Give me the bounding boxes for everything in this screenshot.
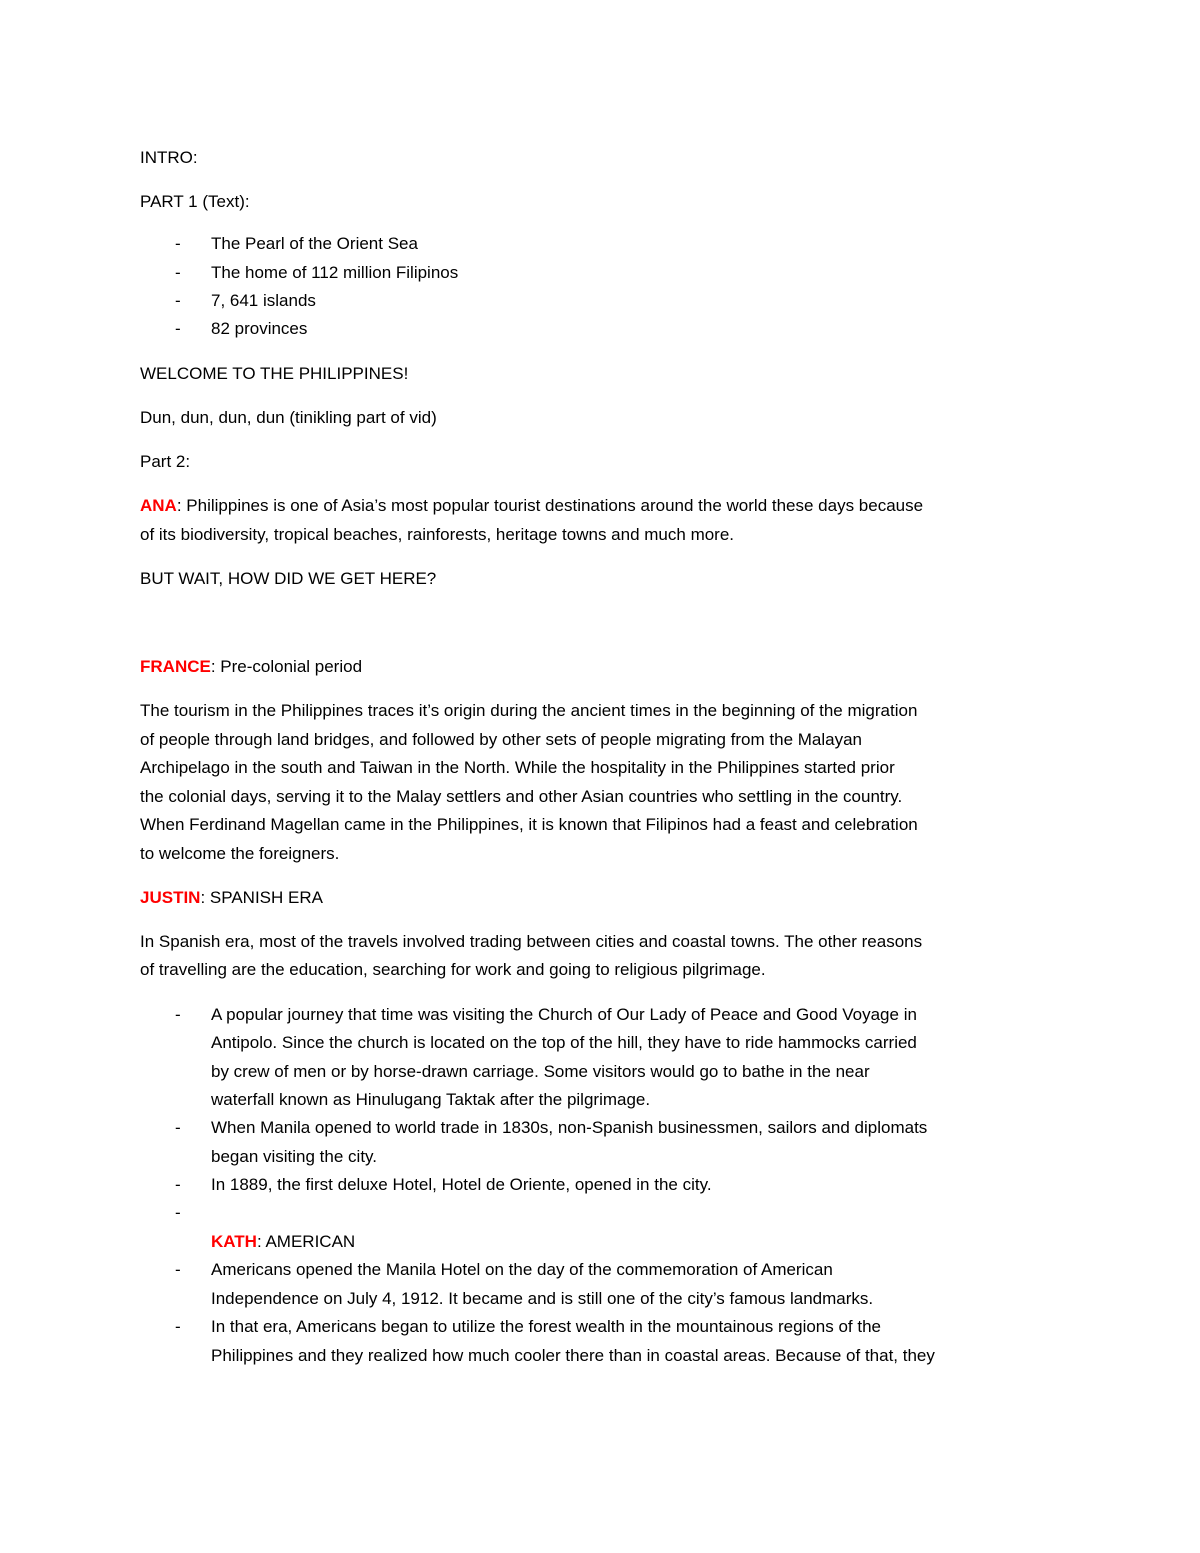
kath-bullet-line: Philippines and they realized how much cooler there than in coastal areas. Because of that, they: [211, 1346, 935, 1365]
bullet-dash: -: [175, 234, 181, 253]
france-paragraph-line: Archipelago in the south and Taiwan in the North. While the hospitality in the Philippines started prior: [140, 758, 895, 777]
bullet-dash: -: [175, 1005, 181, 1024]
kath-bullet-line: Americans opened the Manila Hotel on the day of the commemoration of American: [211, 1260, 833, 1279]
bullet-dash: -: [175, 1317, 181, 1336]
justin-bullet-line: Antipolo. Since the church is located on the top of the hill, they have to ride hammocks carried: [211, 1033, 917, 1052]
bullet-dash: -: [175, 263, 181, 282]
section-topic: : SPANISH ERA: [200, 888, 323, 907]
justin-bullet-line: A popular journey that time was visiting the Church of Our Lady of Peace and Good Voyage in: [211, 1005, 917, 1024]
france-paragraph-line: the colonial days, serving it to the Malay settlers and other Asian countries who settling in the country.: [140, 787, 903, 806]
speaker-name: KATH: [211, 1232, 257, 1251]
justin-bullet-line: waterfall known as Hinulugang Taktak after the pilgrimage.: [211, 1090, 651, 1109]
kath-heading: [211, 1228, 1061, 1256]
speaker-name: FRANCE: [140, 657, 211, 676]
section-topic: : AMERICAN: [256, 1232, 356, 1251]
bullet-dash: -: [175, 1175, 181, 1194]
paragraph-text: : Philippines is one of Asia’s most popular tourist destinations around the world these days because: [176, 496, 924, 515]
kath-bullet-line: In that era, Americans began to utilize the forest wealth in the mountainous regions of the: [211, 1317, 882, 1336]
justin-bullet-line: In 1889, the first deluxe Hotel, Hotel de Oriente, opened in the city.: [211, 1175, 712, 1194]
dun-line: Dun, dun, dun, dun (tinikling part of vid): [140, 408, 437, 427]
bullet-dash: -: [175, 1118, 181, 1137]
ana-paragraph-line: of its biodiversity, tropical beaches, rainforests, heritage towns and much more.: [140, 525, 735, 544]
ana-paragraph-line: [140, 492, 1060, 520]
welcome-line: WELCOME TO THE PHILIPPINES!: [140, 364, 409, 383]
france-paragraph-line: of people through land bridges, and followed by other sets of people migrating from the Malayan: [140, 730, 863, 749]
justin-bullet-line: When Manila opened to world trade in 1830s, non-Spanish businessmen, sailors and diplomats: [211, 1118, 928, 1137]
part1-heading: PART 1 (Text):: [140, 192, 250, 211]
france-heading: [140, 653, 1060, 681]
intro-bullet: 82 provinces: [211, 319, 308, 338]
justin-paragraph-line: In Spanish era, most of the travels involved trading between cities and coastal towns. The other reasons: [140, 932, 923, 951]
intro-bullet: 7, 641 islands: [211, 291, 316, 310]
justin-paragraph-line: of travelling are the education, searching for work and going to religious pilgrimage.: [140, 960, 766, 979]
part2-heading: Part 2:: [140, 452, 191, 471]
intro-heading: INTRO:: [140, 148, 198, 167]
question-line: BUT WAIT, HOW DID WE GET HERE?: [140, 569, 437, 588]
france-paragraph-line: When Ferdinand Magellan came in the Philippines, it is known that Filipinos had a feast and celebration: [140, 815, 918, 834]
intro-bullet: The Pearl of the Orient Sea: [211, 234, 418, 253]
justin-heading: [140, 884, 1060, 912]
bullet-dash: -: [175, 319, 181, 338]
justin-bullet-line: by crew of men or by horse-drawn carriage. Some visitors would go to bathe in the near: [211, 1062, 870, 1081]
bullet-dash: -: [175, 291, 181, 310]
intro-bullet: The home of 112 million Filipinos: [211, 263, 459, 282]
section-topic: : Pre-colonial period: [210, 657, 363, 676]
speaker-name: ANA: [140, 496, 177, 515]
justin-bullet-line: began visiting the city.: [211, 1147, 377, 1166]
bullet-dash: -: [175, 1260, 181, 1279]
france-paragraph-line: to welcome the foreigners.: [140, 844, 340, 863]
speaker-name: JUSTIN: [140, 888, 201, 907]
kath-bullet-line: Independence on July 4, 1912. It became and is still one of the city’s famous landmarks.: [211, 1289, 874, 1308]
bullet-dash: -: [175, 1203, 181, 1222]
france-paragraph-line: The tourism in the Philippines traces it’s origin during the ancient times in the beginning of the migration: [140, 701, 918, 720]
